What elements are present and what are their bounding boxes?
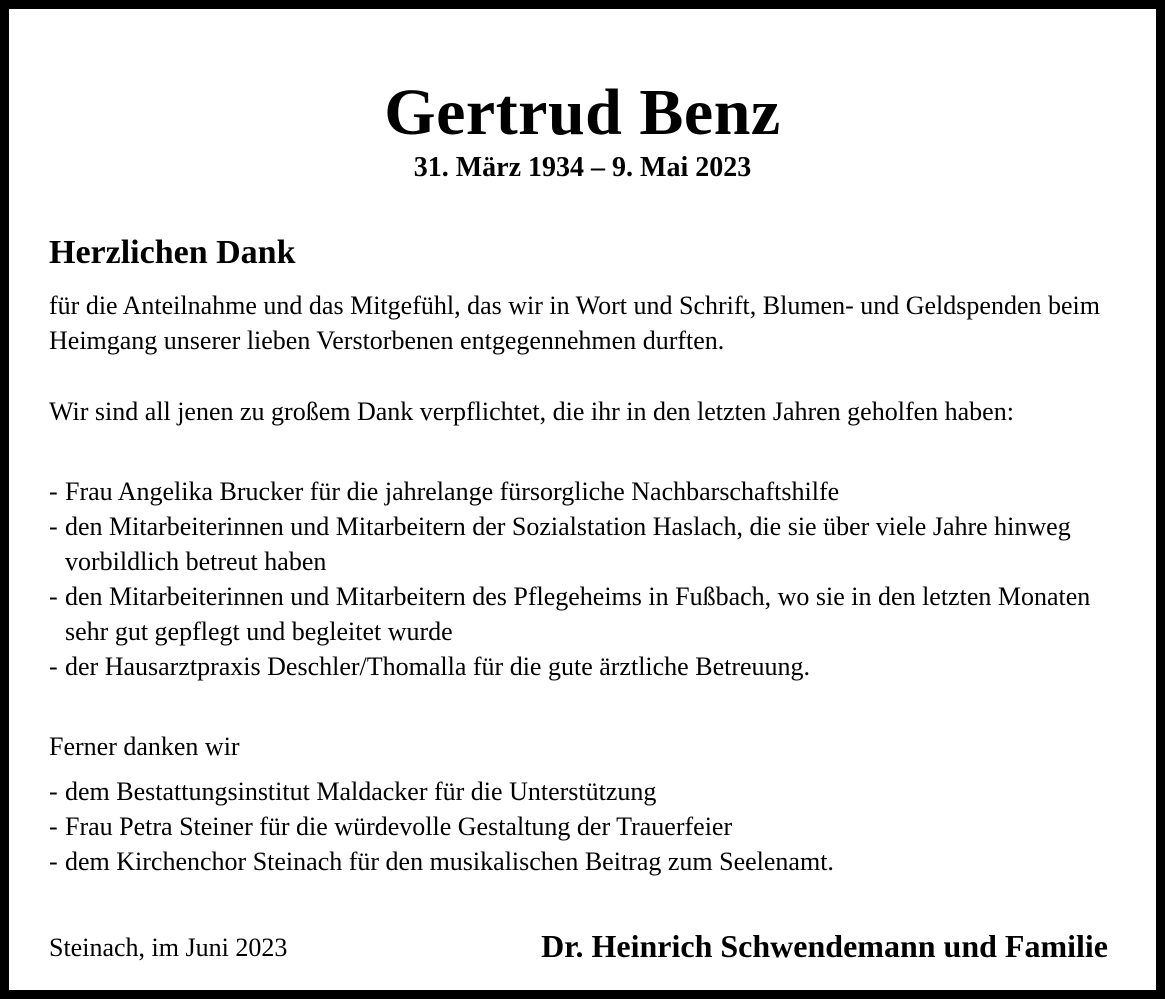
place-and-date: Steinach, im Juni 2023 <box>49 933 288 962</box>
further-thanks-intro: Ferner danken wir <box>49 732 240 761</box>
list-item-text: dem Kirchenchor Steinach für den musikalischen Beitrag zum Seelenamt. <box>65 847 834 876</box>
deceased-name: Gertrud Benz <box>384 76 781 149</box>
bullet-dash: - <box>49 652 58 681</box>
list-item <box>49 809 1134 844</box>
list-item <box>49 509 1134 579</box>
bullet-dash: - <box>49 582 58 611</box>
thanks-heading: Herzlichen Dank <box>49 234 296 271</box>
bullet-dash: - <box>49 777 58 806</box>
signature: Dr. Heinrich Schwendemann und Familie <box>541 928 1108 964</box>
gratitude-paragraph: Wir sind all jenen zu großem Dank verpflichtet, die ihr in den letzten Jahren geholfen haben: <box>49 397 1014 426</box>
thanks-paragraph: für die Anteilnahme und das Mitgefühl, das wir in Wort und Schrift, Blumen- und Geldspenden beim Heimgang unserer lieben Verstorbenen entgegennehmen durften. <box>49 291 1100 355</box>
list-item <box>49 579 1134 649</box>
list-item-text: der Hausarztpraxis Deschler/Thomalla für die gute ärztliche Betreuung. <box>65 652 811 681</box>
thanks-list-services <box>49 774 1134 879</box>
list-item-text: Frau Angelika Brucker für die jahrelange fürsorgliche Nachbarschaftshilfe <box>65 477 840 506</box>
bullet-dash: - <box>49 812 58 841</box>
bullet-dash: - <box>49 847 58 876</box>
list-item <box>49 649 1134 684</box>
list-item <box>49 844 1134 879</box>
list-item <box>49 774 1134 809</box>
list-item-text: Frau Petra Steiner für die würdevolle Gestaltung der Trauerfeier <box>65 812 733 841</box>
list-item-text: dem Bestattungsinstitut Maldacker für die Unterstützung <box>65 777 657 806</box>
thanks-list-helpers <box>49 474 1134 684</box>
list-item-text: den Mitarbeiterinnen und Mitarbeitern der Sozialstation Haslach, die sie über viele Jahre hinweg vorbildlich betreut haben <box>65 512 1071 576</box>
bullet-dash: - <box>49 512 58 541</box>
bullet-dash: - <box>49 477 58 506</box>
life-dates: 31. März 1934 – 9. Mai 2023 <box>413 152 752 183</box>
list-item-text: den Mitarbeiterinnen und Mitarbeitern des Pflegeheims in Fußbach, wo sie in den letzten Monaten sehr gut gepflegt und begleitet wurde <box>65 582 1091 646</box>
list-item <box>49 474 1134 509</box>
